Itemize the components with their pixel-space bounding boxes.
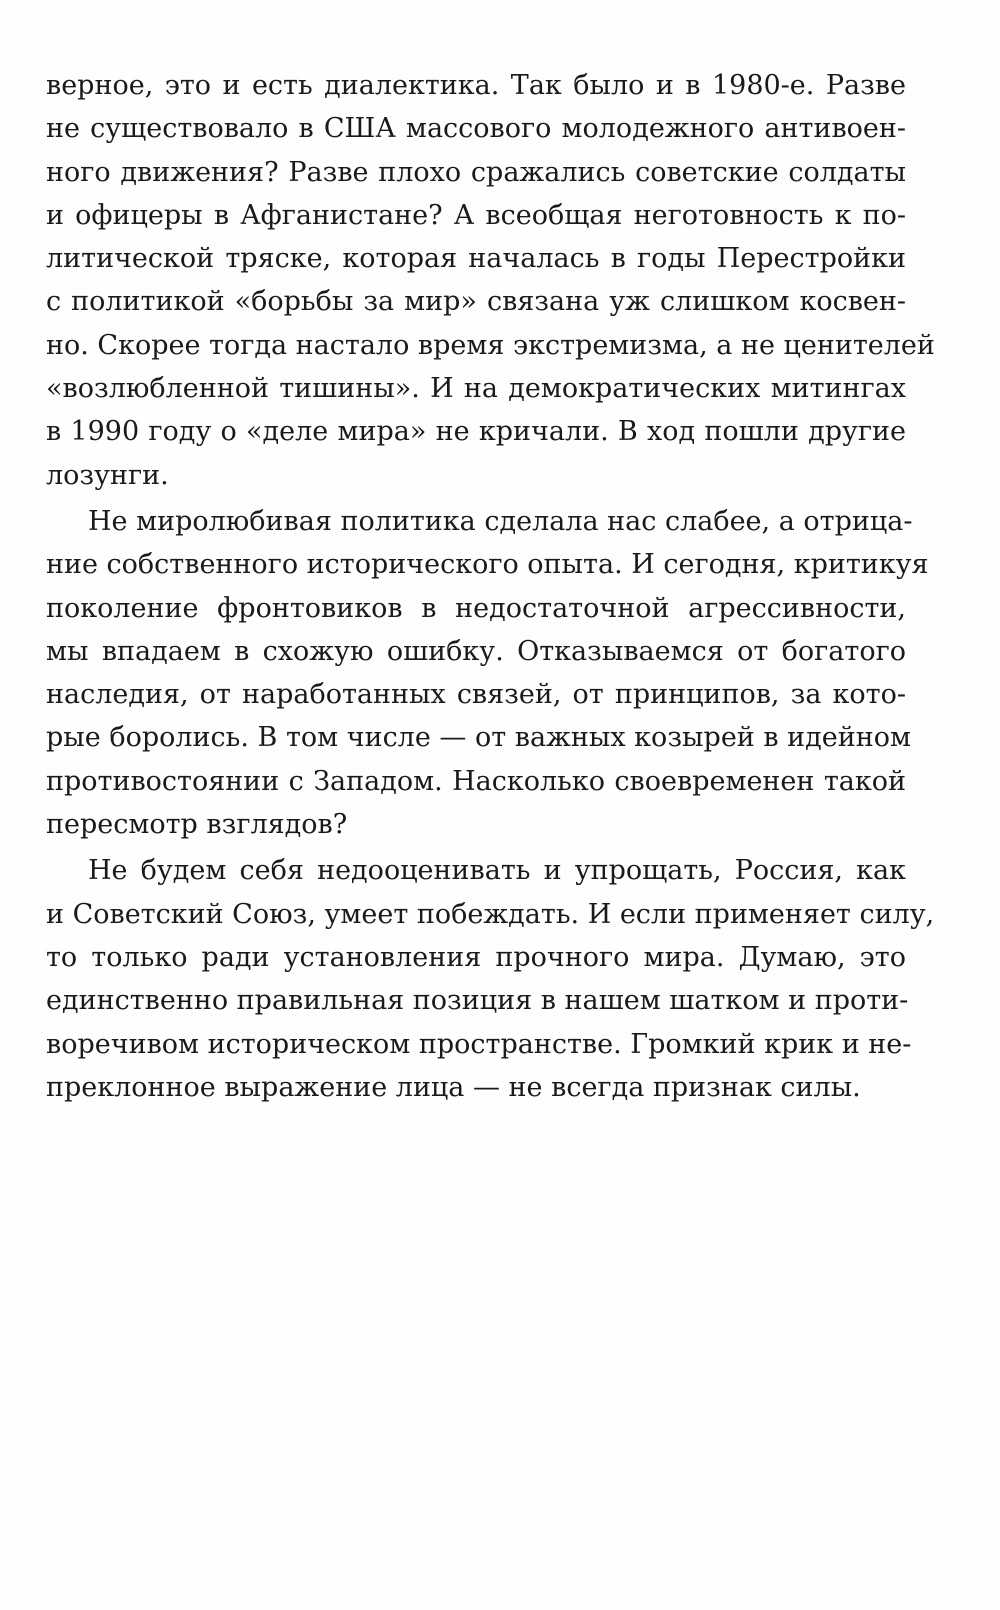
paragraph-2: [46, 500, 929, 846]
paragraph-3: [46, 849, 935, 1109]
text-line: с политикой «борьбы за мир» связана уж слишком косвен-: [46, 286, 906, 318]
text-line: Не миролюбивая политика сделала нас слабее, а отрица-: [88, 505, 913, 537]
text-line: и офицеры в Афганистане? А всеобщая неготовность к по-: [46, 199, 906, 231]
paragraph-1: [46, 64, 935, 497]
text-line: мы впадаем в схожую ошибку. Отказываемся от богатого: [46, 635, 906, 667]
text-line: рые боролись. В том числе — от важных козырей в идейном: [46, 722, 912, 754]
text-line: единственно правильная позиция в нашем шатком и проти-: [46, 985, 909, 1017]
body-text: [46, 64, 935, 1109]
text-line: пересмотр взглядов?: [46, 809, 348, 841]
text-line: поколение фронтовиков в недостаточной агрессивности,: [46, 592, 906, 624]
text-line: верное, это и есть диалектика. Так было и в 1980-е. Разве: [46, 70, 906, 101]
text-line: но. Скорее тогда настало время экстремизма, а не ценителей: [46, 329, 935, 361]
text-line: «возлюбленной тишины». И на демократических митингах: [46, 373, 906, 405]
text-line: ние собственного исторического опыта. И сегодня, критикуя: [46, 549, 929, 581]
text-line: в 1990 году о «деле мира» не кричали. В ход пошли другие: [46, 416, 906, 448]
text-line: противостоянии с Западом. Насколько своевременен такой: [46, 765, 906, 797]
text-line: то только ради установления прочного мира. Думаю, это: [46, 941, 906, 973]
text-line: воречивом историческом пространстве. Громкий крик и не-: [46, 1028, 912, 1060]
text-line: преклонное выражение лица — не всегда признак силы.: [46, 1071, 861, 1103]
text-line: Не будем себя недооценивать и упрощать, Россия, как: [88, 855, 906, 887]
text-line: ного движения? Разве плохо сражались советские солдаты: [46, 156, 906, 188]
text-line: литической тряске, которая началась в годы Перестройки: [46, 243, 906, 275]
text-line: и Советский Союз, умеет побеждать. И если применяет силу,: [46, 898, 935, 930]
text-line: лозунги.: [46, 459, 169, 491]
text-line: не существовало в США массового молодежного антивоен-: [46, 113, 906, 145]
text-line: наследия, от наработанных связей, от принципов, за кото-: [46, 679, 906, 711]
